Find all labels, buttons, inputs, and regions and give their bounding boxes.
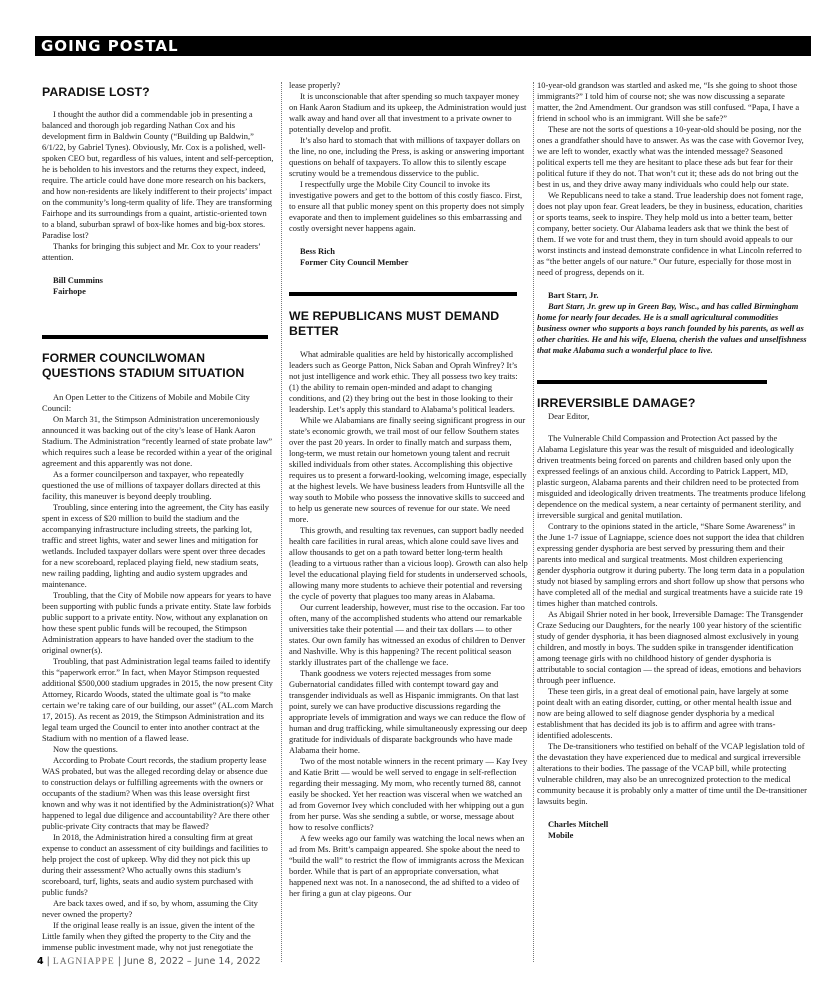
paragraph: If the original lease really is an issue, given the intent of the Little family when they gifted the property to the City and the immense public investment made, why not just renegotiate the [42, 920, 255, 952]
paragraph: An Open Letter to the Citizens of Mobile and Mobile City Council: [42, 392, 250, 413]
continued-text: 10-year-old grandson was startled and asked me, “Is she going to shoot those immigrants?” I told him of course not; she was now discussing a separate matter, the 2nd Amendment. Our grandson was still confused. “Papa, I have a friend in school who is an immigrant. Will she be safe?” [537, 80, 800, 123]
signature [537, 290, 807, 301]
section-rule [42, 335, 268, 339]
salutation: Dear Editor, [548, 411, 590, 421]
paragraph: Contrary to the opinions stated in the article, “Share Some Awareness” in the June 1-7 issue of Lagniappe, science does not support the idea that children expressing gender dysphoria are best served by pressuring them and their parents into medical and surgical treatments. Most children experiencing gender dysphoria outgrow it during puberty. The long term data in a population study not biased by sampling errors and short follow up show that persons who have completed all of the medial and surgical treatments have a suicide rate 19 times higher than matched controls. [537, 521, 805, 608]
paragraph: Now the questions. [53, 744, 118, 754]
signature-title: Former City Council Member [300, 257, 409, 267]
paragraph: It’s also hard to stomach that with millions of taxpayer dollars on the line, no one, including the Press, is asking or answering important questions on behalf of taxpayers. To allow this to silently escape scrutiny would be a tremendous disservice to the public. [289, 135, 525, 178]
paragraph: Thanks for bringing this subject and Mr. Cox to your readers’ attention. [42, 241, 261, 262]
paragraph: While we Alabamians are finally seeing significant progress in our state’s economic growth, we trail most of our fellow Southern states over the past 20 years. In order to finally match and surpass them, long-term, we must retain our hometown young talent and recruit skilled individuals from other states. Accomplishing this objective requires us to present a forward-looking, welcoming image, especially at the highest levels. We have business leaders from Huntsville all the way south to Mobile who possess the innovative skills to succeed and to help us generate new sources of revenue for our state. We need more. [289, 415, 527, 524]
author-bio: Bart Starr, Jr. grew up in Green Bay, Wisc., and has called Birmingham home for nearly four decades. He is a small agricultural commodities business owner who supports a boys ranch founded by his parents, as well as other charities. He and his wife, Elaena, cherish the values and unselfishness that make Alabama such a wonderful place to live. [537, 301, 807, 355]
publication-name: LAGNIAPPE [52, 957, 115, 967]
paragraph: Troubling, since entering into the agreement, the City has easily spent in excess of $20 million to build the stadium and the accompanying infrastructure including streets, the parking lot, traffic and street lights, water and sewer lines and mitigation for wetlands. Included taxpayer dollars were spent over three decades for a new scoreboard, replaced playing field, new stadium seats, new railing padding, lighting and audio system upgrades and maintenance. [42, 502, 269, 589]
paragraph: As Abigail Shrier noted in her book, Irreversible Damage: The Transgender Craze Seducing our Daughters, for the nearly 100 year history of the scientific study of gender dysphoria, it has been diagnosed almost exclusively in young children, and mostly in boys. The sudden spike in transgender identification among teenage girls with no childhood history of gender dysphoria is attributable to social contagion — the spread of ideas, emotions and behaviors through peer influence. [537, 609, 804, 685]
letter-title: IRREVERSIBLE DAMAGE? [537, 396, 696, 410]
letter-title: PARADISE LOST? [42, 85, 150, 99]
paragraph: I respectfully urge the Mobile City Council to invoke its investigative powers and get to the bottom of this costly fiasco. First, to ensure all that public money spent on this property does not simply evaporate and then to implement guidelines so this embarrassing and costly oversight never happens again. [289, 179, 525, 233]
signature-location: Mobile [548, 830, 574, 840]
page-number: 4 [37, 956, 44, 967]
paragraph: The Vulnerable Child Compassion and Protection Act passed by the Alabama Legislature this year was the result of misguided and ideologically driven treatments being forced on parents and children based only upon the expressed feelings of an anxious child. According to Patrick Lappert, MD, plastic surgeon, Alabama parents and their children need to be protected from misguided and ideologically driven treatments. The treatments produce lifelong dependence on the medical system, a near certainty of permanent sterility, and irreversible surgical and genital mutilation. [537, 433, 806, 520]
paragraph: Troubling, that past Administration legal teams failed to identify this “paperwork error.” In fact, when Mayor Stimpson requested additional $500,000 stadium upgrades in 2015, the now present City Attorney, Ricardo Woods, stated the ultimate goal is “to make certain we’re taking care of our building, our asset” (AL.com March 17, 2015). As recent as 2019, the Stimpson Administration and its legal team urged the Council to enter into another contract at the Stadium with no mention of a flawed lease. [42, 656, 274, 743]
section-title: GOING POSTAL [41, 37, 179, 55]
paragraph: According to Probate Court records, the stadium property lease WAS probated, but was the alleged recording delay or absence due to construction delays or fulfilling agreements with the owners or occupants of the stadium? When was this lease oversight first known and why was it not identified by the Administration(s)? What happened to legal due diligence and accountability? Are there other public-private City contracts that may be flawed? [42, 755, 274, 831]
paragraph: A few weeks ago our family was watching the local news when an ad from Ms. Britt’s campaign appeared. She spoke about the need to “build the wall” to restrict the flow of immigrants across the Mexican border. While that is part of an appropriate conversation, what happened next was not. In a nanosecond, the ad shifted to a video of her firing a gun at clay pigeons. Our [289, 833, 525, 898]
signature-name: Charles Mitchell [548, 819, 609, 829]
letter-body [42, 109, 274, 263]
paragraph: Are back taxes owed, and if so, by whom, assuming the City never owned the property? [42, 898, 258, 919]
paragraph: We Republicans need to take a stand. True leadership does not foment rage, does not play upon fear. Great leaders, be they in business, education, charities or sports teams, seek to inspire. They help mold us into a better team, better company, better society. Our Alabama leaders ask that we think the best of them. If we vote for and trust them, they in turn should avoid appeals to our worst instincts and instead demonstrate confidence in what Lincoln referred to as “the better angels of our nature.” Our future, especially for those most in need of progress, depends on it. [537, 190, 804, 277]
paragraph: Thank goodness we voters rejected messages from some Gubernatorial candidates filled with contempt toward gay and transgender individuals as well as Hispanic immigrants. On that last point, surely we can have productive discussions regarding the appropriate levels of immigration and ways we can reduce the flow of human and drug trafficking, while simultaneously expressing our deep gratitude for individuals of disparate backgrounds who have made Alabama their home. [289, 668, 528, 755]
paragraph: These teen girls, in a great deal of emotional pain, have largely at some point dealt with an eating disorder, cutting, or other mental health issue and now are being allowed to self diagnose gender dysphoria by a medical establishment that has decided its job is to affirm and agree with trans-identified adolescents. [537, 686, 792, 740]
page-footer [37, 956, 261, 967]
paragraph: The De-transitioners who testified on behalf of the VCAP legislation told of the devastation they have experienced due to medical and surgical irreversible alterations to their bodies. The passage of the VCAP bill, while protecting vulnerable children, may also be an unrecognized protection to the medical community because it is probably only a matter of time until the De-transitioner lawsuits begin. [537, 741, 807, 806]
letter-title: FORMER COUNCILWOMAN QUESTIONS STADIUM SITUATION [42, 351, 245, 380]
footer-separator: | [117, 956, 121, 967]
signature [537, 819, 807, 841]
section-rule [289, 292, 517, 296]
signature-location: Fairhope [53, 286, 86, 296]
column-3 [537, 80, 807, 841]
letter-body [42, 392, 274, 953]
letter-stadium [42, 351, 274, 953]
paragraph: In 2018, the Administration hired a consulting firm at great expense to conduct an assessment of city buildings and facilities to help project the cost of upkeep. Why did they not pick this up during their assessment? Who actually owns this stadium’s scoreboard, turf, lights, seats and audio system purchased with public funds? [42, 832, 268, 897]
letter-title: WE REPUBLICANS MUST DEMAND BETTER [289, 309, 500, 338]
letter-body [537, 124, 807, 278]
issue-dates: June 8, 2022 – June 14, 2022 [123, 956, 261, 967]
column-2 [289, 80, 529, 899]
column-divider [533, 82, 534, 962]
signature-name: Bess Rich [300, 246, 335, 256]
paragraph: Troubling, that the City of Mobile now appears for years to have been supporting with public funds a private entity. State law forbids public support to a private entity. Now, without any explanation on how these spent public funds will be recouped, the Stimpson Administration appears to have handed over the stadium to the original owner(s). [42, 590, 272, 655]
column-1 [42, 78, 274, 953]
continued-text: lease properly? [289, 80, 341, 90]
signature [42, 275, 274, 297]
letter-body [289, 91, 529, 234]
signature [289, 246, 529, 268]
paragraph: What admirable qualities are held by historically accomplished leaders such as George Patton, Nick Saban and Oprah Winfrey? It’s not just intelligence and work ethic. They all possess two key traits: (1) the ability to remain open-minded and adapt to changing conditions, and (2) they bring out the best in those looking to their leadership. Let’s apply this standard to Alabama’s political leaders. [289, 349, 518, 414]
column-divider [281, 82, 282, 962]
letter-body [289, 349, 529, 899]
section-rule [537, 380, 767, 384]
letter-body [537, 433, 807, 807]
paragraph: As a former councilperson and taxpayer, who repeatedly questioned the use of millions of taxpayer dollars directed at this facility, this maneuver is beyond deeply troubling. [42, 469, 261, 501]
section-banner [35, 36, 811, 56]
paragraph: Two of the most notable winners in the recent primary — Kay Ivey and Katie Britt — would be well served to engage in self-reflection regarding their messaging. My mom, who recently turned 88, cannot easily be shocked. Yet her reaction was visceral when we watched an ad from Governor Ivey which concluded with her whipping out a gun from her purse. Was she sending a subtle, or worse, message about how to resolve conflicts? [289, 756, 528, 832]
paragraph: I thought the author did a commendable job in presenting a balanced and thorough job regarding Nathan Cox and his development firm in Baldwin County (“Building up Baldwin,” 6/1/22, by Gabriel Tynes). Obviously, Mr. Cox is a polished, well-spoken CEO but, regardless of his values, intent and self-perception, he is beholden to his investors and the returns they expect, indeed, require. The article could have done more research on his backers, and how non-residents are likely indifferent to their projects’ impact on the community’s long-term quality of life. They are transforming Fairhope and its surroundings from a quaint, artistic-oriented town to a bland, suburban sprawl of box-like homes and big-box stores. Paradise lost? [42, 109, 274, 240]
letter-paradise-lost [42, 78, 274, 297]
paragraph: On March 31, the Stimpson Administration unceremoniously announced it was backing out of the city’s lease of Hank Aaron Stadium. The Administration “recently learned of state probate law” which requires such a lease be recorded within a year of the original agreement and this apparently was not done. [42, 414, 273, 468]
footer-separator: | [46, 956, 50, 967]
signature-name: Bart Starr, Jr. [548, 290, 599, 300]
signature-name: Bill Cummins [53, 275, 103, 285]
paragraph: This growth, and resulting tax revenues, can support badly needed health care facilities in rural areas, which alone could save lives and allow thousands to get on a path toward better long-term health (leading to a virtuous rather than a vicious loop). Growth can also help level the educational playing field for students in underserved schools, allowing many more students to achieve their potential and reversing the cycle of poverty that plagues too many areas in Alabama. [289, 525, 528, 601]
paragraph: These are not the sorts of questions a 10-year-old should be posing, nor the ones a grandfather should have to answer. As was the case with Governor Ivey, we are left to wonder, exactly what was the intended message? Seasoned political experts tell me they are hesitant to place these ads but fear for their political future if they do not. That won’t cut it; these ads do not bring out the best in us, and they drive away many individuals who could help our state. [537, 124, 804, 189]
paragraph: It is unconscionable that after spending so much taxpayer money on Hank Aaron Stadium and its upkeep, the Administration would just walk away and hand over all that investment to a private owner to potentially develop and profit. [289, 91, 527, 134]
paragraph: Our current leadership, however, must rise to the occasion. Far too often, many of the accomplished students who attend our remarkable universities take their potential — and their tax dollars — to other states. Our own family has witnessed an exodus of children to Denver and Nashville. Why is this happening? The recent political season starkly illustrates part of the challenge we face. [289, 602, 526, 667]
